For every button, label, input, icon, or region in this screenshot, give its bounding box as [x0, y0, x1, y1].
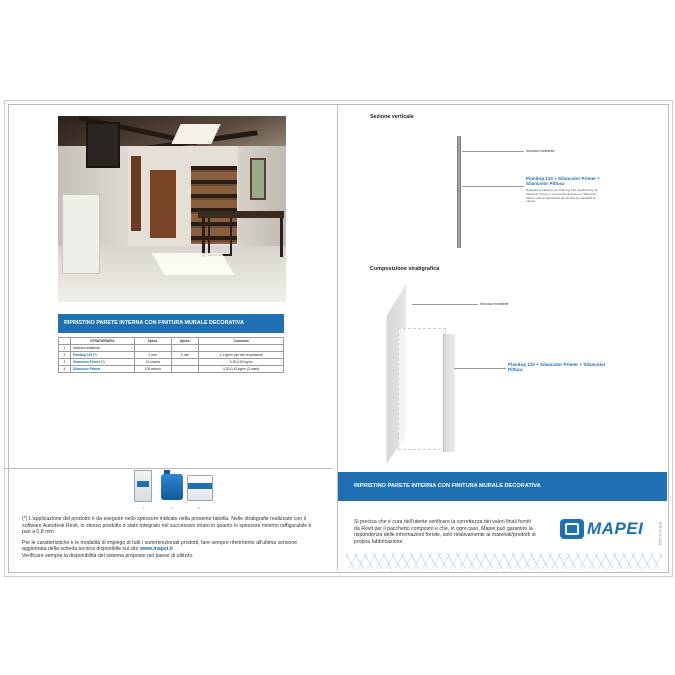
table-header-cell: [59, 338, 71, 345]
product-number: 2: [171, 506, 173, 510]
left-footer-divider: [4, 468, 333, 469]
leader-line: [412, 304, 478, 305]
mapei-logo-icon: [560, 519, 584, 539]
table-cell: [172, 366, 199, 373]
table-cell: Silancolor Primer (*): [70, 359, 134, 366]
table-cell: 3: [59, 359, 71, 366]
products-label-2: Planitop 110 + Silancolor Primer + Silancolor Pittura: [508, 362, 606, 373]
table-row: [59, 366, 284, 373]
footnote-text: Per le caratteristiche e le modalità di impiego di tutti i summenzionati prodotti, fare sempre riferimento all'ultima versione aggiornata della scheda tecnica disponibile sul sito: [22, 539, 298, 553]
table-cell: 1,1 kg/m² per mm di spessore: [199, 352, 284, 359]
table-cell: [172, 359, 199, 366]
photo-chair: [208, 218, 232, 256]
photo-sunlight: [152, 253, 235, 275]
table-header-cell: Spess.: [134, 338, 171, 345]
mapei-logo-text: MAPEI: [587, 519, 644, 538]
table-header-row: [59, 338, 284, 345]
vertical-section-drawing: [457, 136, 461, 248]
decorative-cube-pattern: [346, 553, 662, 569]
photo-table: [198, 211, 284, 218]
table-header-cell: Spess.: [172, 338, 199, 345]
document-code: M-R-S-01-2015: [658, 522, 662, 546]
table-cell: 1: [59, 345, 71, 352]
products-label: Planitop 110 + Silancolor Primer + Silancolor Pittura: [526, 176, 601, 187]
table-cell: 0,20-0,40 kg/m² (2 mani): [199, 366, 284, 373]
product-number: 1: [143, 506, 145, 510]
existing-plaster-label: Intonaco esistente: [526, 149, 555, 153]
table-row: [59, 345, 284, 352]
table-cell: Planitop 110 (*): [70, 352, 134, 359]
footnote-paragraph: (*) L'applicazione del prodotto è da eseguire nello spessore indicato nella presente tabella. Nelle stratigrafie realizzate con il software Autodesk Revit, lo stesso prodotto è stato integrato nel successivo strato in quanto lo spessore minimo raffigurabile è pari a 0,8 mm.: [22, 516, 312, 536]
stratigraphy-layer-outline: [398, 328, 446, 450]
footnote: [22, 516, 318, 564]
footnote-text: Verificare sempre la disponibilità del sistema proposto nel paese di utilizzo.: [22, 552, 194, 559]
leader-line: [454, 368, 506, 369]
leader-line: [462, 151, 524, 152]
section-vertical-title: Sezione verticale: [370, 114, 414, 120]
left-header-bar: RIPRISTINO PARETE INTERNA CON FINITURA MURALE DECORATIVA: [58, 314, 284, 333]
photo-cabinet: [62, 194, 100, 274]
table-row: [59, 359, 284, 366]
table-cell: 3 mm: [172, 352, 199, 359]
table-cell: [134, 345, 171, 352]
product-canister-image: [161, 474, 183, 500]
table-row: [59, 352, 284, 359]
table-header-cell: STRATIGRAFIA: [70, 338, 134, 345]
stratigraphy-title: Composizione stratigrafica: [370, 266, 440, 272]
interior-photo: [58, 116, 286, 302]
photo-door: [131, 156, 141, 231]
table-cell: 0,15-0,20 kg/m²: [199, 359, 284, 366]
table-cell: 2: [59, 352, 71, 359]
table-header-cell: Consumo: [199, 338, 284, 345]
footnote-paragraph: [22, 540, 318, 560]
table-cell: 4: [59, 366, 71, 373]
product-bag-image: [134, 470, 152, 502]
photo-painting: [86, 122, 120, 168]
table-cell: 1 mm: [134, 352, 171, 359]
table-cell: [199, 345, 284, 352]
photo-table-leg: [202, 217, 205, 257]
table-cell: Intonaco esistente: [70, 345, 134, 352]
mapei-website-link[interactable]: www.mapei.it: [139, 546, 173, 553]
existing-plaster-label-2: Intonaco esistente: [480, 302, 509, 306]
right-header-bar: RIPRISTINO PARETE INTERNA CON FINITURA MURALE DECORATIVA: [338, 472, 667, 501]
table-cell: 100 micron: [134, 366, 171, 373]
product-bucket-image: [187, 475, 213, 501]
stratigraphy-table: [58, 337, 284, 373]
leader-line: [462, 186, 524, 187]
photo-table-leg: [280, 217, 283, 257]
table-cell: [172, 345, 199, 352]
photo-window: [250, 158, 266, 200]
disclaimer-note: Si precisa che è cura dell'utente verificare la correttezza dei valori finali forniti da Revit per il pacchetto composto e che, in ogni caso, Mapei può garantire la rispondenza delle informazioni fornite, solo relativamente ai materiali/prodotti di propria fabbricazione.: [354, 519, 536, 545]
product-number: 3: [198, 506, 200, 510]
table-cell: 10 micron: [134, 359, 171, 366]
products-description: Rasatura di planitop con Planitop 110, applicazione di Silancolor Primer e successiva finitura con Silancolor Pittura, pittura silossanica ad elevata permeabilità al vapore.: [526, 188, 598, 204]
photo-door: [150, 170, 176, 238]
mapei-logo: [560, 518, 654, 540]
table-cell: Silancolor Pittura: [70, 366, 134, 373]
stratigraphy-layer-face: [443, 334, 455, 452]
